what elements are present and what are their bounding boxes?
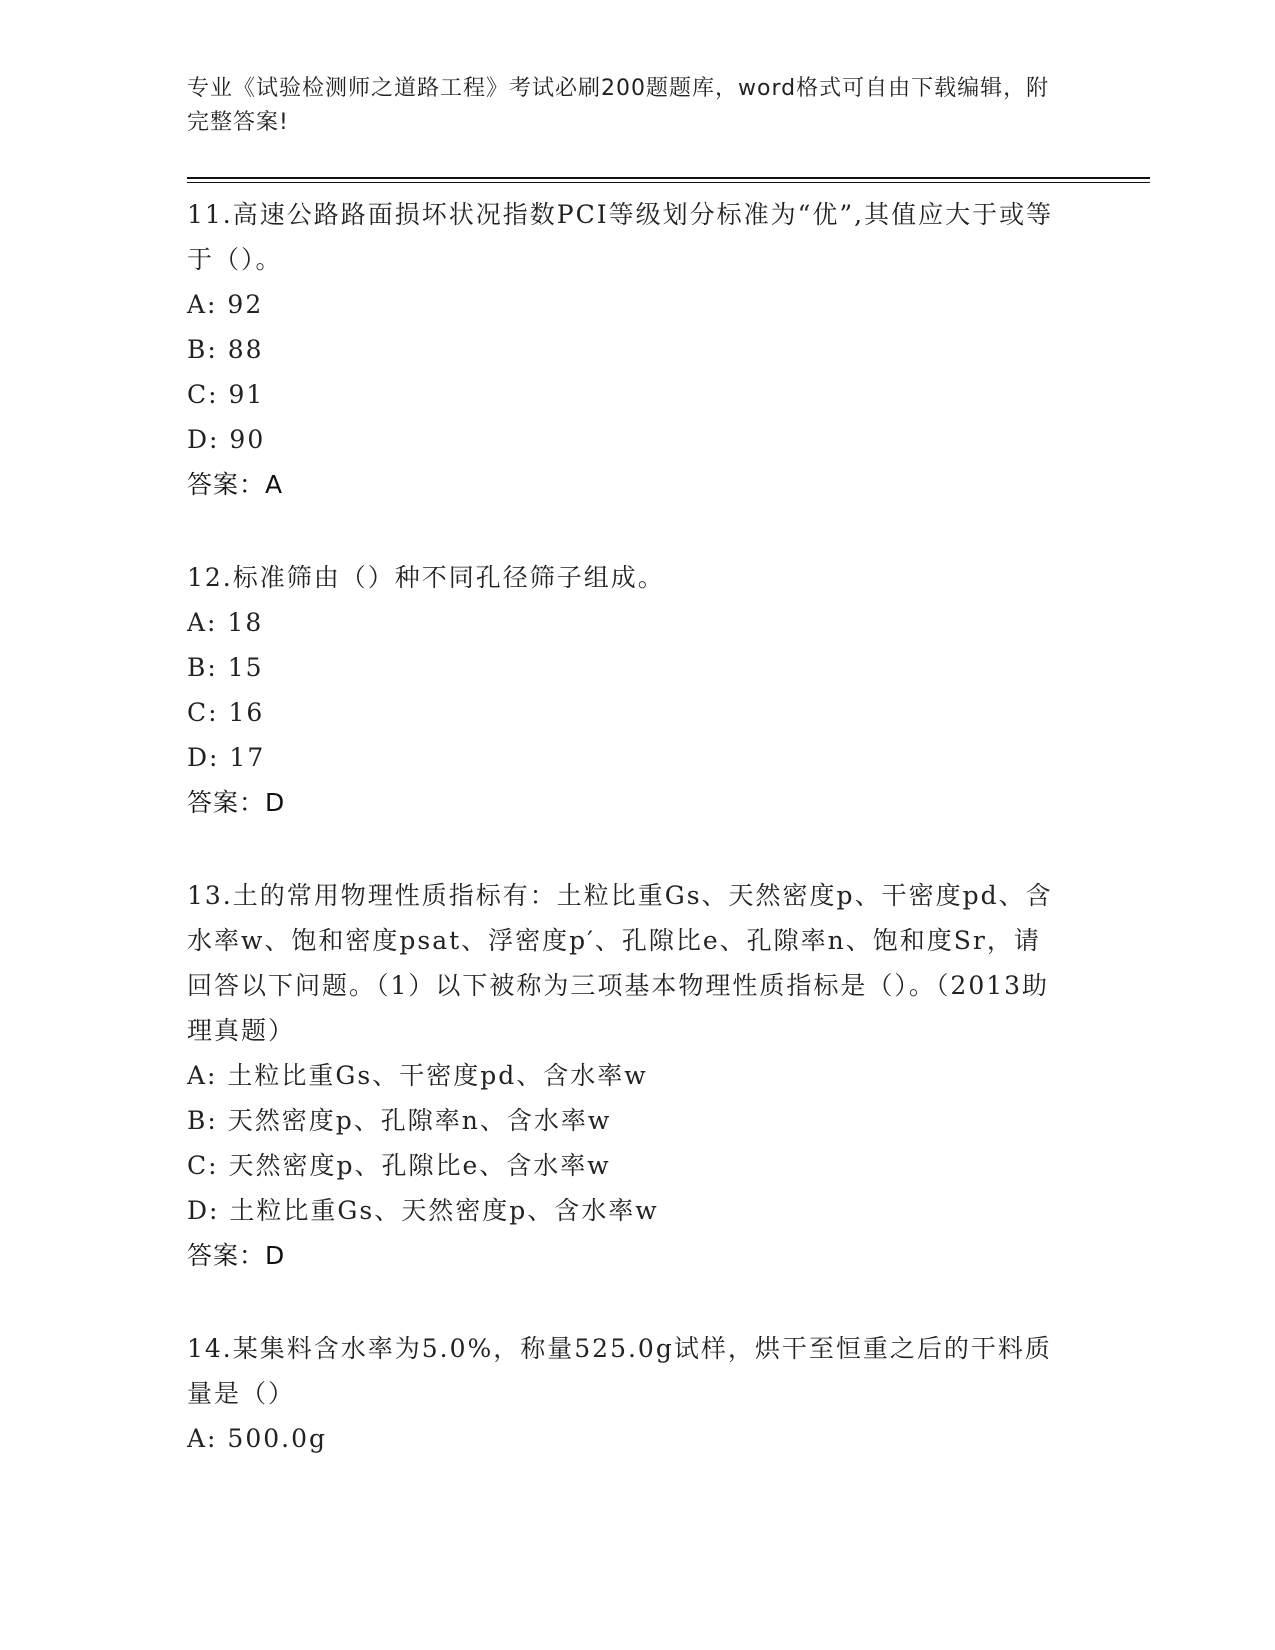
option-b: B: 天然密度p、孔隙率n、含水率w — [187, 1106, 612, 1135]
question-block-13 — [187, 873, 1067, 1278]
option-c: C: 91 — [187, 380, 265, 409]
answer-line: 答案：D — [187, 1241, 286, 1270]
option-a: A: 18 — [187, 608, 264, 637]
question-block-12 — [187, 555, 1067, 825]
option-a: A: 92 — [187, 290, 264, 319]
option-c: C: 天然密度p、孔隙比e、含水率w — [187, 1151, 611, 1180]
option-a: A: 土粒比重Gs、干密度pd、含水率w — [187, 1061, 648, 1090]
header-divider-thick — [187, 177, 1150, 179]
answer-line: 答案：A — [187, 470, 284, 499]
option-d: D: 土粒比重Gs、天然密度p、含水率w — [187, 1196, 659, 1225]
question-text: 12.标准筛由（）种不同孔径筛子组成。 — [187, 563, 665, 592]
document-header: 专业《试验检测师之道路工程》考试必刷200题题库，word格式可自由下载编辑，附完整答案! — [187, 76, 1050, 135]
answer-line: 答案：D — [187, 788, 286, 817]
question-text: 13.土的常用物理性质指标有：土粒比重Gs、天然密度p、干密度pd、含水率w、饱和密度psat、浮密度p′、孔隙比e、孔隙率n、饱和度Sr，请回答以下问题。（1）以下被称为三项基本物理性质指标是（）。（2013助理真题） — [187, 881, 1053, 1045]
question-spacer — [187, 1278, 1067, 1326]
question-list — [187, 192, 1067, 1461]
question-block-14 — [187, 1326, 1067, 1461]
question-block-11 — [187, 192, 1067, 507]
question-text: 14.某集料含水率为5.0%，称量525.0g试样，烘干至恒重之后的干料质量是（） — [187, 1334, 1052, 1408]
question-spacer — [187, 825, 1067, 873]
option-d: D: 17 — [187, 743, 266, 772]
option-b: B: 15 — [187, 653, 264, 682]
option-c: C: 16 — [187, 698, 265, 727]
question-text: 11.高速公路路面损坏状况指数PCI等级划分标准为“优”,其值应大于或等于（）。 — [187, 200, 1054, 274]
option-d: D: 90 — [187, 425, 266, 454]
option-b: B: 88 — [187, 335, 264, 364]
option-a: A: 500.0g — [187, 1424, 327, 1453]
header-divider-thin — [187, 182, 1150, 183]
question-spacer — [187, 507, 1067, 555]
